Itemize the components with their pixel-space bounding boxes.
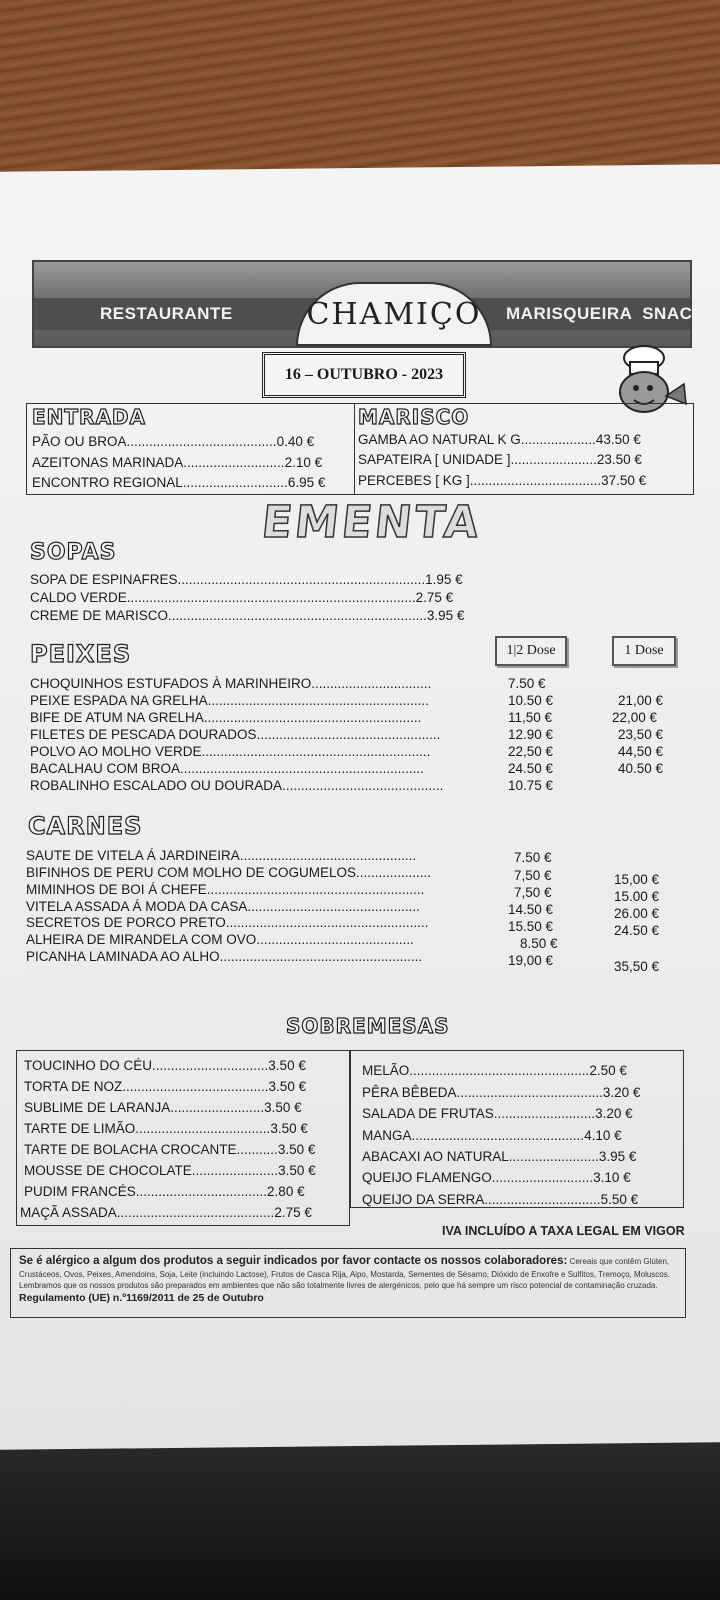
full-price: 15.00 € [614, 889, 660, 904]
column-divider [354, 404, 355, 494]
full-price: 23,50 € [618, 727, 664, 742]
sobremesa-item: SUBLIME DE LARANJA.........................3.50 € [24, 1100, 302, 1115]
date-text: 16 – OUTUBRO - 2023 [284, 366, 444, 383]
half-price: 7.50 € [514, 850, 552, 865]
sobremesa-item: MELÃO................................................2.50 € [362, 1063, 627, 1078]
half-price: 10.75 € [508, 778, 554, 793]
carne-item: SAUTE DE VITELA Á JARDINEIRA............................................... [26, 848, 417, 863]
half-price: 15.50 € [508, 919, 554, 934]
sobremesa-item: TOUCINHO DO CÉU...............................3.50 € [24, 1058, 306, 1073]
sopa-item: SOPA DE ESPINAFRES..................................................................1.95 € [30, 572, 463, 587]
marisco-item: GAMBA AO NATURAL K G....................43.50 € [358, 432, 641, 447]
entrada-title: ENTRADA [32, 405, 147, 429]
carne-item: PICANHA LAMINADA AO ALHO...................................................... [26, 949, 423, 964]
half-price: 7.50 € [508, 676, 546, 691]
half-price: 7,50 € [514, 885, 552, 900]
half-price: 14.50 € [508, 902, 554, 917]
restaurant-banner [32, 260, 706, 348]
half-price: 10.50 € [508, 693, 554, 708]
carne-item: VITELA ASSADA Á MODA DA CASA.............................................. [26, 899, 420, 914]
sobremesa-item: QUEIJO DA SERRA...............................5.50 € [362, 1192, 639, 1207]
full-price: 15,00 € [614, 872, 660, 887]
peixe-item: FILETES DE PESCADA DOURADOS................................................. [30, 727, 441, 742]
sobremesa-item: MAÇÃ ASSADA..........................................2.75 € [20, 1205, 312, 1220]
sopa-item: CALDO VERDE.............................................................................2.75 € [30, 590, 454, 605]
peixe-item: ROBALINHO ESCALADO OU DOURADA........................................... [30, 778, 444, 793]
full-price: 21,00 € [618, 693, 664, 708]
ementa-title: EMENTA [259, 497, 485, 548]
peixe-item: CHOQUINHOS ESTUFADOS À MARINHEIRO................................ [30, 676, 432, 691]
sobremesa-item: TARTE DE BOLACHA CROCANTE...........3.50 € [24, 1142, 316, 1157]
allergen-body: Cereais que contêm Glúten, Crustáceos, Ovos, Peixes, Amendoins, Soja, Leite (incluindo Lactose), Frutos de Casca Rija, Aipo, Mostarda, Sementes de Sésamo, Dióxido de Enxofre e Sulfitos, Tremoço, Moluscos. Lembramos que os nossos produtos são preparados em ambientes que não são totalmente livres de alergénicos, pelo que há sempre um risco potencial de contaminação cruzada. [19, 1257, 670, 1291]
banner-right-text: MARISQUEIRA SNACK [506, 304, 706, 323]
full-price: 35,50 € [614, 959, 660, 974]
peixe-item: PEIXE ESPADA NA GRELHA........................................................... [30, 693, 429, 708]
sobremesa-item: PUDIM FRANCÉS...................................2.80 € [24, 1184, 305, 1199]
peixe-item: BACALHAU COM BROA................................................................. [30, 761, 424, 776]
sobremesa-item: TORTA DE NOZ.......................................3.50 € [24, 1079, 307, 1094]
entrada-item: ENCONTRO REGIONAL............................6.95 € [32, 475, 326, 490]
half-price: 11,50 € [508, 710, 553, 725]
full-price: 44,50 € [618, 744, 664, 759]
full-dose-header: 1 Dose [612, 636, 676, 666]
half-price: 12.90 € [508, 727, 554, 742]
restaurant-logo [296, 282, 492, 346]
peixe-item: POLVO AO MOLHO VERDE............................................................. [30, 744, 431, 759]
sopas-title: SOPAS [30, 540, 117, 565]
half-price: 7,50 € [514, 868, 552, 883]
sobremesa-item: MANGA..............................................4.10 € [362, 1128, 622, 1143]
half-price: 22,50 € [508, 744, 554, 759]
marisco-item: PERCEBES [ KG ]...................................37.50 € [358, 473, 647, 488]
iva-note: IVA INCLUÍDO A TAXA LEGAL EM VIGOR [442, 1224, 685, 1238]
allergen-notice [10, 1248, 686, 1318]
marisco-title: MARISCO [358, 405, 470, 429]
carnes-title: CARNES [28, 812, 143, 840]
sobremesa-item: SALADA DE FRUTAS...........................3.20 € [362, 1106, 633, 1121]
banner-left-text: RESTAURANTE [100, 304, 233, 323]
carne-item: SECRETOS DE PORCO PRETO...................................................... [26, 915, 429, 930]
sobremesa-item: QUEIJO FLAMENGO...........................3.10 € [362, 1170, 631, 1185]
sobremesas-left-box [16, 1050, 350, 1226]
half-price: 24.50 € [508, 761, 554, 776]
peixe-item: BIFE DE ATUM NA GRELHA.......................................................... [30, 710, 422, 725]
sobremesa-item: TARTE DE LIMÃO....................................3.50 € [24, 1121, 308, 1136]
full-price: 40.50 € [618, 761, 664, 776]
peixes-title: PEIXES [30, 640, 132, 668]
sobremesa-item: MOUSSE DE CHOCOLATE.......................3.50 € [24, 1163, 316, 1178]
menu-date [262, 352, 466, 398]
marisco-item: SAPATEIRA [ UNIDADE ].......................23.50 € [358, 452, 642, 467]
allergen-regulation: Regulamento (UE) n.º1169/2011 de 25 de Outubro [19, 1292, 264, 1305]
allergen-heading: Se é alérgico a algum dos produtos a seguir indicados por favor contacte os nossos colaboradores: [19, 1255, 568, 1267]
entrada-item: AZEITONAS MARINADA...........................2.10 € [32, 455, 323, 470]
sopa-item: CREME DE MARISCO.....................................................................3.95 € [30, 608, 465, 623]
carne-item: BIFINHOS DE PERU COM MOLHO DE COGUMELOS.................... [26, 865, 432, 880]
half-price: 8.50 € [520, 936, 558, 951]
sobremesa-item: PÊRA BÊBEDA.......................................3.20 € [362, 1085, 641, 1100]
half-price: 19,00 € [508, 953, 554, 968]
sobremesa-item: ABACAXI AO NATURAL........................3.95 € [362, 1149, 637, 1164]
carne-item: MIMINHOS DE BOI Á CHEFE.......................................................... [26, 882, 425, 897]
carne-item: ALHEIRA DE MIRANDELA COM OVO.......................................... [26, 932, 414, 947]
sobremesas-title: SOBREMESAS [286, 1014, 450, 1038]
full-price: 22,00 € [612, 710, 658, 725]
entrada-item: PÃO OU BROA........................................0.40 € [32, 434, 315, 449]
full-price: 26.00 € [614, 906, 660, 921]
half-dose-header: 1|2 Dose [495, 636, 567, 666]
logo-text: CHAMIÇO [306, 296, 482, 332]
full-price: 24.50 € [614, 923, 660, 938]
